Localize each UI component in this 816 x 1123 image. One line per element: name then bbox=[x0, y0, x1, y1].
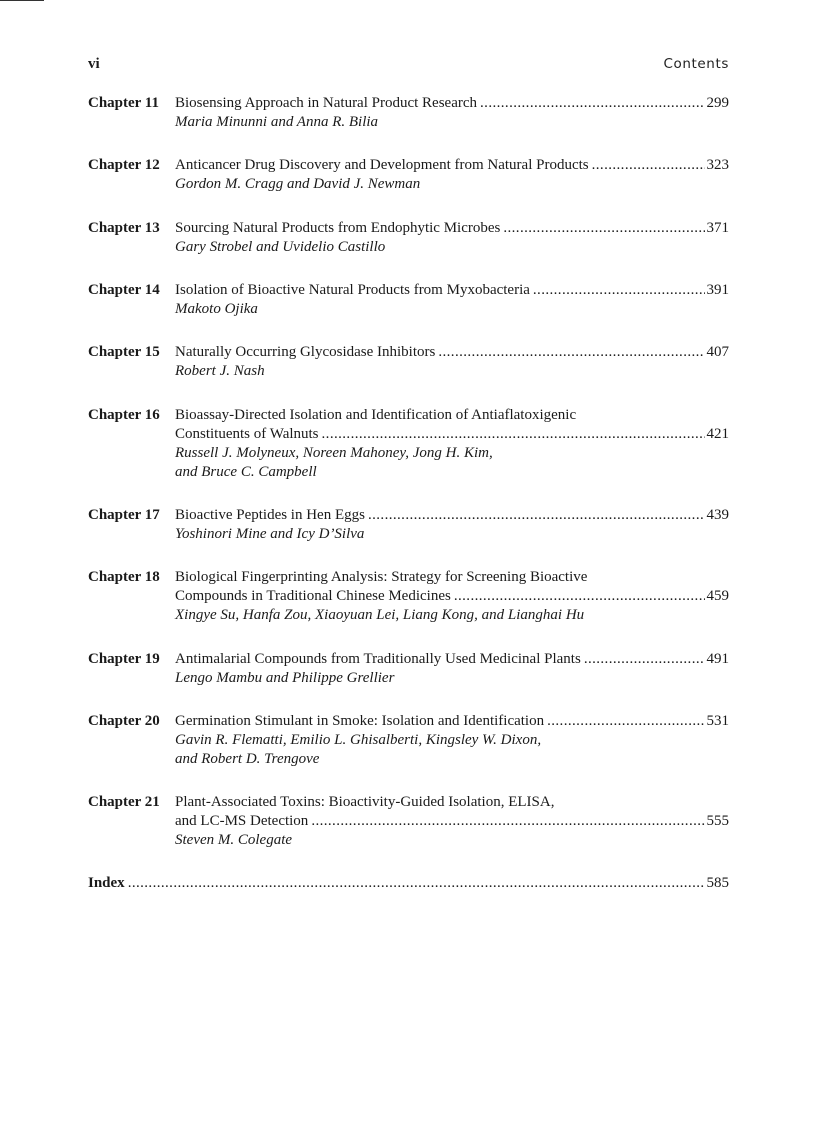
toc-entry-chapter-15[interactable] bbox=[88, 343, 729, 381]
chapter-title: Germination Stimulant in Smoke: Isolation and Identification bbox=[175, 713, 545, 729]
toc-entry-chapter-12[interactable] bbox=[88, 156, 729, 194]
chapter-label: Chapter 20 bbox=[88, 713, 160, 729]
running-head bbox=[88, 56, 729, 76]
chapter-authors: Makoto Ojika bbox=[175, 301, 258, 317]
section-title: Contents bbox=[663, 56, 729, 72]
dot-leader bbox=[592, 156, 705, 175]
chapter-title: Biosensing Approach in Natural Product Research bbox=[175, 95, 478, 111]
chapter-authors: Robert J. Nash bbox=[175, 363, 265, 379]
chapter-authors: Gavin R. Flematti, Emilio L. Ghisalberti, Kingsley W. Dixon, bbox=[175, 732, 542, 748]
chapter-title-line bbox=[175, 94, 729, 113]
chapter-title-line bbox=[175, 506, 729, 525]
chapter-title-line bbox=[175, 812, 729, 831]
dot-leader bbox=[311, 812, 704, 831]
chapter-title: Plant-Associated Toxins: Bioactivity-Guided Isolation, ELISA, bbox=[175, 794, 555, 810]
chapter-label: Chapter 21 bbox=[88, 794, 160, 810]
chapter-title-continued: Constituents of Walnuts bbox=[175, 426, 319, 442]
chapter-authors: Russell J. Molyneux, Noreen Mahoney, Jong H. Kim, bbox=[175, 445, 493, 461]
chapter-title-line bbox=[175, 281, 729, 300]
toc-entry-chapter-19[interactable] bbox=[88, 650, 729, 688]
chapter-authors: Xingye Su, Hanfa Zou, Xiaoyuan Lei, Liang Kong, and Lianghai Hu bbox=[175, 607, 585, 623]
corner-rule bbox=[0, 0, 44, 1]
chapter-label: Chapter 17 bbox=[88, 507, 160, 523]
dot-leader bbox=[533, 281, 705, 300]
page-number: 585 bbox=[706, 875, 729, 891]
chapter-title: Sourcing Natural Products from Endophytic Microbes bbox=[175, 220, 501, 236]
chapter-authors: Steven M. Colegate bbox=[175, 832, 293, 848]
chapter-title-line bbox=[175, 425, 729, 444]
toc-entry-chapter-16[interactable] bbox=[88, 406, 729, 482]
chapter-title: Naturally Occurring Glycosidase Inhibitors bbox=[175, 344, 436, 360]
chapter-title-line bbox=[175, 156, 729, 175]
dot-leader bbox=[128, 874, 705, 893]
page-number: 439 bbox=[706, 507, 729, 523]
chapter-label: Chapter 16 bbox=[88, 407, 160, 423]
chapter-authors: Gary Strobel and Uvidelio Castillo bbox=[175, 239, 386, 255]
toc-entry-chapter-18[interactable] bbox=[88, 568, 729, 625]
chapter-title-line bbox=[175, 343, 729, 362]
chapter-title: Anticancer Drug Discovery and Development from Natural Products bbox=[175, 157, 589, 173]
dot-leader bbox=[454, 587, 705, 606]
chapter-label: Chapter 14 bbox=[88, 282, 160, 298]
dot-leader bbox=[480, 94, 704, 113]
chapter-authors: Yoshinori Mine and Icy D’Silva bbox=[175, 526, 365, 542]
chapter-title-line bbox=[175, 650, 729, 669]
toc-entry-chapter-21[interactable] bbox=[88, 793, 729, 850]
page-number: 491 bbox=[706, 651, 729, 667]
toc-entry-chapter-20[interactable] bbox=[88, 712, 729, 769]
chapter-label: Chapter 13 bbox=[88, 220, 160, 236]
toc-entry-chapter-14[interactable] bbox=[88, 281, 729, 319]
page-number: 299 bbox=[706, 95, 729, 111]
toc-entry-index[interactable] bbox=[88, 874, 729, 893]
page-folio: vi bbox=[88, 56, 100, 72]
chapter-title: Biological Fingerprinting Analysis: Strategy for Screening Bioactive bbox=[175, 569, 588, 585]
page-number: 371 bbox=[706, 220, 729, 236]
chapter-authors-continued: and Bruce C. Campbell bbox=[175, 464, 317, 480]
toc-entry-chapter-17[interactable] bbox=[88, 506, 729, 544]
chapter-label: Chapter 19 bbox=[88, 651, 160, 667]
chapter-authors-continued: and Robert D. Trengove bbox=[175, 751, 320, 767]
chapter-title-continued: and LC-MS Detection bbox=[175, 813, 309, 829]
dot-leader bbox=[547, 712, 704, 731]
chapter-title-line bbox=[175, 587, 729, 606]
index-label: Index bbox=[88, 875, 125, 891]
chapter-authors: Lengo Mambu and Philippe Grellier bbox=[175, 670, 395, 686]
chapter-title-line bbox=[175, 712, 729, 731]
chapter-title: Isolation of Bioactive Natural Products from Myxobacteria bbox=[175, 282, 530, 298]
chapter-title-line bbox=[175, 219, 729, 238]
chapter-label: Chapter 15 bbox=[88, 344, 160, 360]
dot-leader bbox=[438, 343, 704, 362]
index-line bbox=[88, 874, 729, 893]
chapter-label: Chapter 18 bbox=[88, 569, 160, 585]
page-number: 531 bbox=[706, 713, 729, 729]
chapter-authors: Maria Minunni and Anna R. Bilia bbox=[175, 114, 379, 130]
dot-leader bbox=[503, 219, 704, 238]
chapter-label: Chapter 11 bbox=[88, 95, 159, 111]
dot-leader bbox=[584, 650, 705, 669]
page-number: 407 bbox=[706, 344, 729, 360]
toc-entry-chapter-11[interactable] bbox=[88, 94, 729, 132]
chapter-authors: Gordon M. Cragg and David J. Newman bbox=[175, 176, 421, 192]
toc-entry-chapter-13[interactable] bbox=[88, 219, 729, 257]
page-number: 421 bbox=[706, 426, 729, 442]
dot-leader bbox=[368, 506, 705, 525]
chapter-label: Chapter 12 bbox=[88, 157, 160, 173]
chapter-title: Bioactive Peptides in Hen Eggs bbox=[175, 507, 365, 523]
chapter-title: Bioassay-Directed Isolation and Identification of Antiaflatoxigenic bbox=[175, 407, 577, 423]
chapter-title: Antimalarial Compounds from Traditionally Used Medicinal Plants bbox=[175, 651, 581, 667]
dot-leader bbox=[322, 425, 705, 444]
page-number: 323 bbox=[706, 157, 729, 173]
page-number: 555 bbox=[706, 813, 729, 829]
page-number: 391 bbox=[706, 282, 729, 298]
page-number: 459 bbox=[706, 588, 729, 604]
chapter-title-continued: Compounds in Traditional Chinese Medicines bbox=[175, 588, 451, 604]
